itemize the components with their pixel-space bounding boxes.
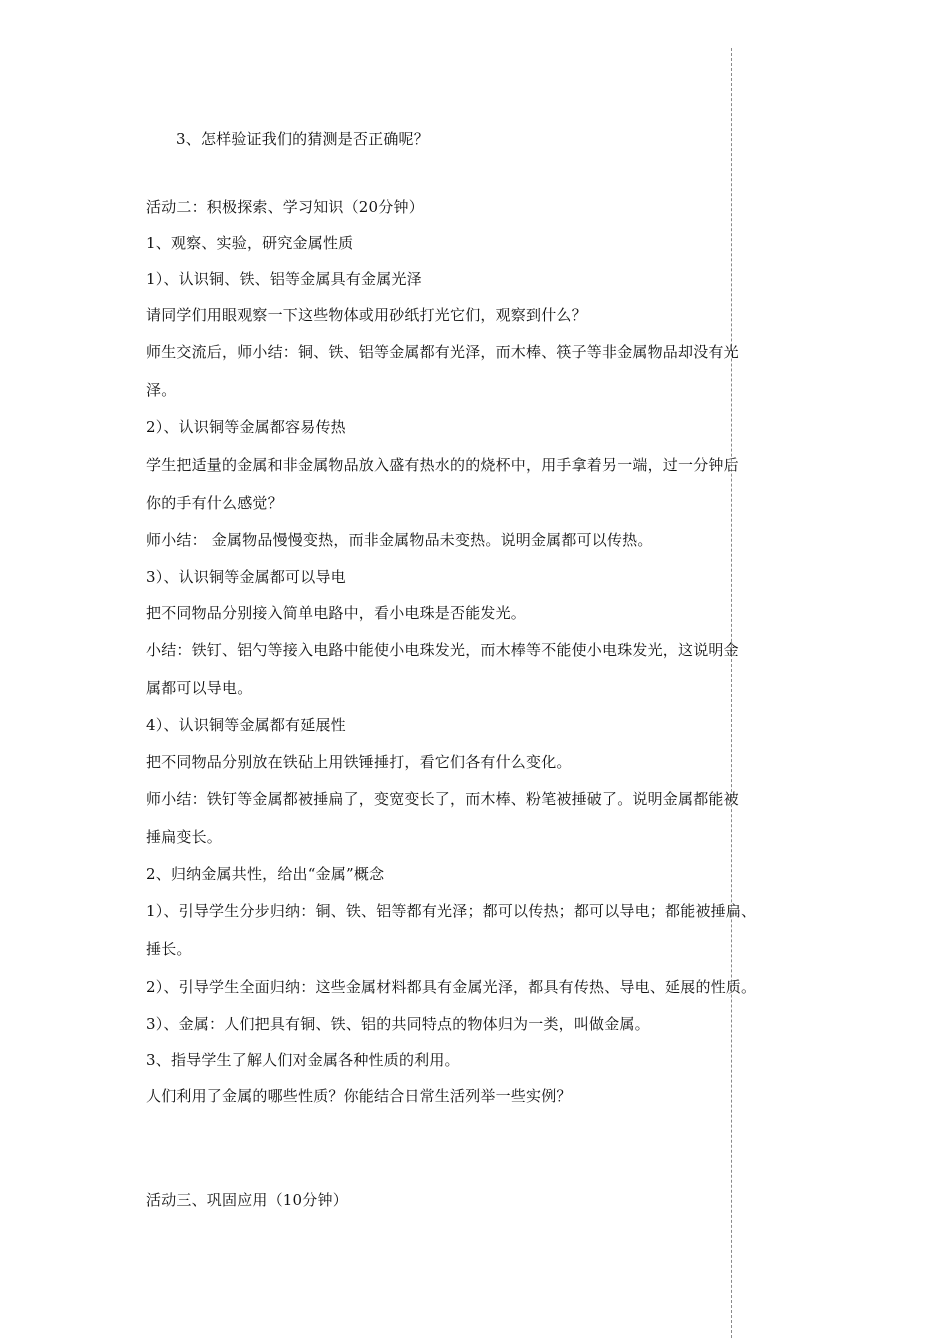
subsection-3-heading: 3）、认识铜等金属都可以导电: [146, 568, 346, 586]
subsection-4-heading: 4）、认识铜等金属都有延展性: [146, 716, 346, 734]
paragraph-line: 把不同物品分别接入简单电路中，看小电珠是否能发光。: [146, 604, 527, 622]
paragraph-line: 捶长。: [146, 940, 192, 958]
activity-3-heading: 活动三、巩固应用（10分钟）: [146, 1191, 348, 1209]
paragraph-line: 师小结： 金属物品慢慢变热，而非金属物品未变热。说明金属都可以传热。: [146, 531, 653, 549]
paragraph-line: 请同学们用眼观察一下这些物体或用砂纸打光它们，观察到什么？: [146, 306, 587, 324]
subsection-2-heading: 2）、认识铜等金属都容易传热: [146, 418, 346, 436]
paragraph-line: 2）、引导学生全面归纳：这些金属材料都具有金属光泽，都具有传热、导电、延展的性质。: [146, 978, 757, 996]
paragraph-line: 小结：铁钉、铝勺等接入电路中能使小电珠发光，而木棒等不能使小电珠发光，这说明金: [146, 641, 739, 659]
paragraph-line: 师小结：铁钉等金属都被捶扁了，变宽变长了，而木棒、粉笔被捶破了。说明金属都能被: [146, 790, 739, 808]
subsection-1-heading: 1）、认识铜、铁、铝等金属具有金属光泽: [146, 270, 422, 288]
paragraph-line: 泽。: [146, 381, 177, 399]
paragraph-line: 你的手有什么感觉？: [146, 494, 283, 512]
question-3: 3、怎样验证我们的猜测是否正确呢？: [176, 130, 429, 148]
paragraph-line: 属都可以导电。: [146, 679, 253, 697]
paragraph-line: 1）、引导学生分步归纳：铜、铁、铝等都有光泽；都可以传热；都可以导电；都能被捶扁、: [146, 902, 757, 920]
paragraph-line: 把不同物品分别放在铁砧上用铁锤捶打，看它们各有什么变化。: [146, 753, 572, 771]
section-1-heading: 1、观察、实验，研究金属性质: [146, 234, 354, 252]
paragraph-line: 师生交流后，师小结：铜、铁、铝等金属都有光泽，而木棒、筷子等非金属物品却没有光: [146, 343, 739, 361]
paragraph-line: 学生把适量的金属和非金属物品放入盛有热水的的烧杯中，用手拿着另一端，过一分钟后: [146, 456, 739, 474]
section-3-heading: 3、指导学生了解人们对金属各种性质的利用。: [146, 1051, 460, 1069]
paragraph-line: 3）、金属：人们把具有铜、铁、铝的共同特点的物体归为一类，叫做金属。: [146, 1015, 650, 1033]
section-2-heading: 2、归纳金属共性，给出“金属”概念: [146, 865, 385, 883]
activity-2-heading: 活动二：积极探索、学习知识（20分钟）: [146, 198, 424, 216]
paragraph-line: 人们利用了金属的哪些性质？你能结合日常生活列举一些实例？: [146, 1087, 572, 1105]
paragraph-line: 捶扁变长。: [146, 828, 223, 846]
